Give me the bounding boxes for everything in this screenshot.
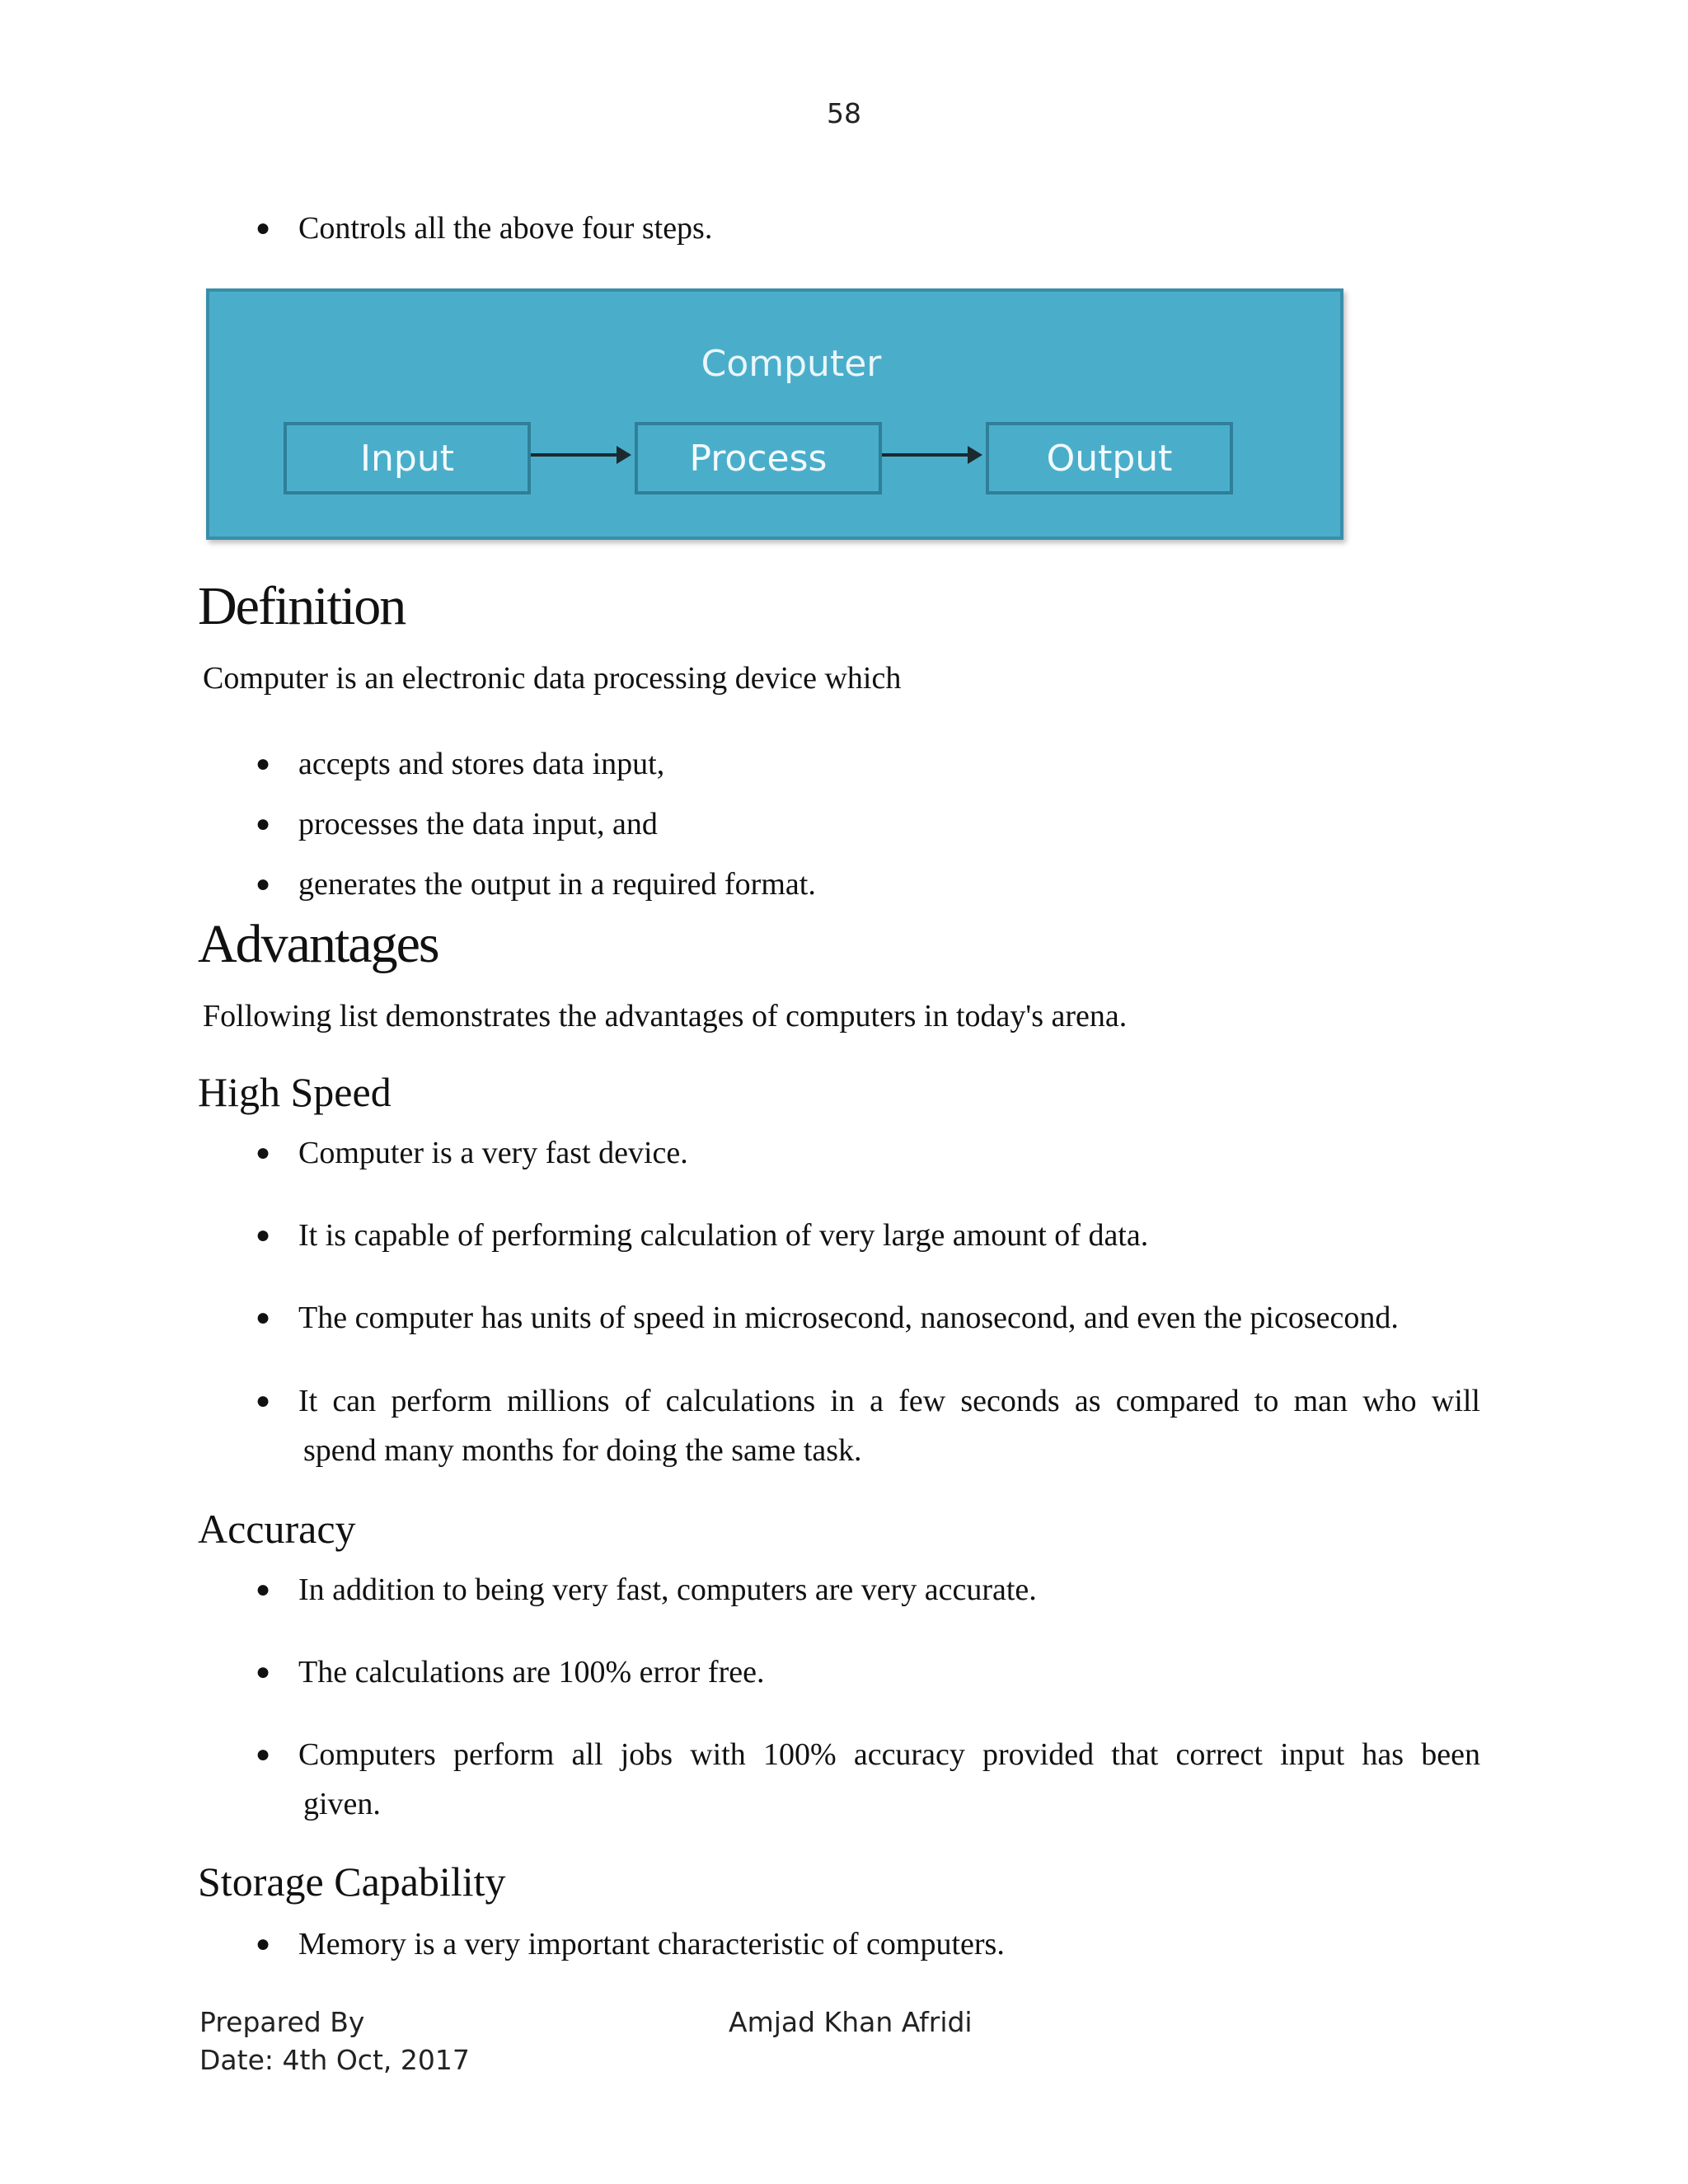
- list-item: [256, 1571, 1037, 1609]
- list-item: [256, 745, 665, 783]
- definition-text: Computer is an electronic data processing device which: [203, 661, 902, 696]
- list-item: [256, 1299, 1399, 1337]
- list-item: [256, 865, 816, 903]
- computer-diagram: [206, 288, 1343, 540]
- diagram-title: Computer: [701, 343, 882, 385]
- list-item: [256, 209, 713, 247]
- footer-prepared-by: Prepared By: [199, 2006, 365, 2038]
- list-item-text: The calculations are 100% error free.: [298, 1655, 765, 1690]
- list-item-text: Computer is a very fast device.: [298, 1136, 688, 1170]
- list-item-continuation: given.: [303, 1787, 381, 1821]
- accuracy-heading: Accuracy: [198, 1506, 356, 1552]
- list-item-text: It can perform millions of calculations in a few seconds as compared to man who will: [298, 1384, 1480, 1418]
- bullet-icon: ●: [256, 1741, 271, 1768]
- list-item-text: generates the output in a required format.: [298, 867, 816, 902]
- definition-heading: Definition: [198, 576, 406, 636]
- bullet-icon: ●: [256, 1658, 271, 1685]
- bullet-icon: ●: [256, 810, 271, 837]
- diagram-box-process: Process: [635, 422, 882, 494]
- list-item-continuation: spend many months for doing the same task.: [303, 1433, 862, 1468]
- advantages-text: Following list demonstrates the advantages of computers in today's arena.: [203, 999, 1128, 1033]
- list-item-text: Computers perform all jobs with 100% accuracy provided that correct input has been: [298, 1737, 1480, 1772]
- page-number: 58: [827, 97, 861, 129]
- high-speed-heading: High Speed: [198, 1069, 392, 1115]
- bullet-icon: ●: [256, 1576, 271, 1603]
- list-item: [256, 805, 658, 843]
- list-item-text: Memory is a very important characteristic of computers.: [298, 1927, 1005, 1961]
- list-item: [256, 1134, 688, 1172]
- list-item-text: The computer has units of speed in microsecond, nanosecond, and even the picosecond.: [298, 1301, 1399, 1335]
- arrow-right-icon: [882, 453, 979, 457]
- storage-heading: Storage Capability: [198, 1858, 506, 1905]
- bullet-icon: ●: [256, 1930, 271, 1957]
- bullet-icon: ●: [256, 1387, 271, 1414]
- diagram-box-output: Output: [986, 422, 1233, 494]
- arrow-right-icon: [531, 453, 628, 457]
- list-item-text: It is capable of performing calculation of very large amount of data.: [298, 1218, 1149, 1253]
- list-item-text: processes the data input, and: [298, 807, 658, 841]
- list-item-text: Controls all the above four steps.: [298, 211, 713, 246]
- list-item-text: accepts and stores data input,: [298, 747, 665, 781]
- advantages-heading: Advantages: [198, 914, 438, 974]
- bullet-icon: ●: [256, 1221, 271, 1249]
- list-item-text: In addition to being very fast, computers are very accurate.: [298, 1572, 1037, 1607]
- bullet-icon: ●: [256, 750, 271, 777]
- bullet-icon: ●: [256, 214, 271, 241]
- bullet-icon: ●: [256, 1139, 271, 1166]
- list-item: [256, 1653, 765, 1691]
- list-item: [256, 1382, 1480, 1420]
- bullet-icon: ●: [256, 1304, 271, 1331]
- list-item: [256, 1925, 1005, 1963]
- footer-author: Amjad Khan Afridi: [729, 2006, 973, 2038]
- list-item: [256, 1736, 1480, 1774]
- bullet-icon: ●: [256, 870, 271, 898]
- footer-date: Date: 4th Oct, 2017: [199, 2044, 470, 2076]
- diagram-box-input: Input: [284, 422, 531, 494]
- list-item: [256, 1216, 1149, 1254]
